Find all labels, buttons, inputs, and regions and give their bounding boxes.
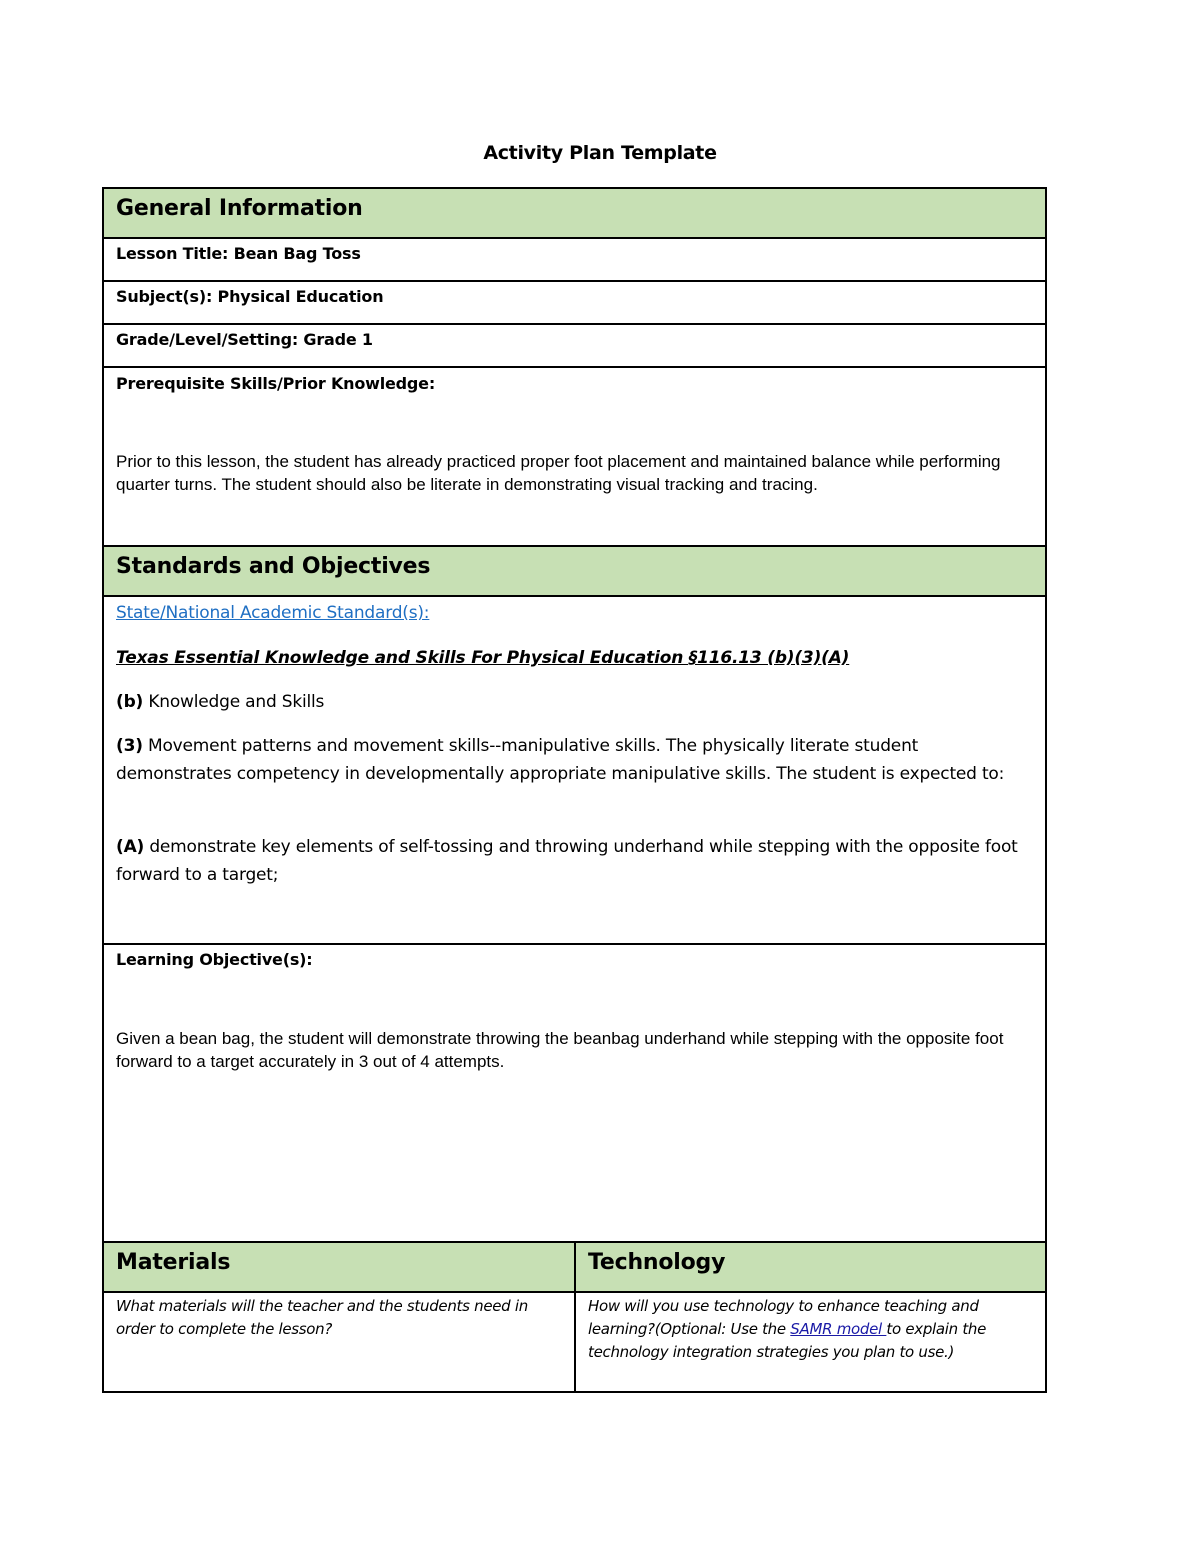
technology-header [574,1241,1047,1293]
grade-level-label: Grade/Level/Setting: Grade 1 [116,330,373,349]
standard-b-text: Knowledge and Skills [143,692,325,712]
materials-header [102,1241,576,1293]
materials-body [102,1291,576,1393]
teks-title: Texas Essential Knowledge and Skills For Physical Education §116.13 (b)(3)(A) [116,648,850,668]
subjects-row [102,280,1047,325]
standard-b [116,688,1035,716]
standard-3 [116,732,1035,788]
materials-heading: Materials [116,1250,231,1275]
standard-a-marker: (A) [116,837,145,857]
subjects-label: Subject(s): Physical Education [116,287,384,306]
prerequisite-label: Prerequisite Skills/Prior Knowledge: [116,374,436,393]
technology-body [574,1291,1047,1393]
lesson-title-label: Lesson Title: Bean Bag Toss [116,244,361,263]
samr-model-link[interactable]: SAMR model [790,1320,887,1338]
activity-plan-table [102,187,1047,1393]
standard-a [116,833,1035,889]
standards-objectives-header [102,545,1047,597]
learning-objectives-row [102,943,1047,1243]
learning-objective-label: Learning Objective(s): [116,950,313,969]
technology-prompt-before: How will you use technology to enhance teaching and learning?(Optional: Use the [588,1297,979,1338]
standard-b-marker: (b) [116,692,144,712]
general-information-header [102,187,1047,239]
standard-a-text: demonstrate key elements of self-tossing and throwing underhand while stepping with the opposite foot forward to a target; [116,837,1018,885]
document-title: Activity Plan Template [483,142,717,164]
technology-heading: Technology [588,1250,726,1275]
prerequisite-text: Prior to this lesson, the student has already practiced proper foot placement and maintained balance while performing quarter turns. The student should also be literate in demonstrating visual tracking and tracing. [116,452,1001,494]
standard-3-marker: (3) [116,736,143,756]
standards-link[interactable]: State/National Academic Standard(s): [116,603,430,623]
technology-prompt-after: to explain the technology integration strategies you plan to use.) [588,1320,987,1361]
grade-level-row [102,323,1047,368]
learning-objective-text: Given a bean bag, the student will demonstrate throwing the beanbag underhand while stepping with the opposite foot forward to a target accurately in 3 out of 4 attempts. [116,1029,1004,1071]
standard-3-text: Movement patterns and movement skills--manipulative skills. The physically literate student demonstrates competency in developmentally appropriate manipulative skills. The student is expected to: [116,736,1005,784]
standards-objectives-heading: Standards and Objectives [116,554,431,579]
lesson-title-row [102,237,1047,282]
materials-prompt: What materials will the teacher and the students need in order to complete the lesson? [116,1297,528,1338]
standards-body [102,595,1047,945]
general-information-heading: General Information [116,196,363,221]
prerequisite-row [102,366,1047,547]
technology-prompt [588,1295,1035,1364]
